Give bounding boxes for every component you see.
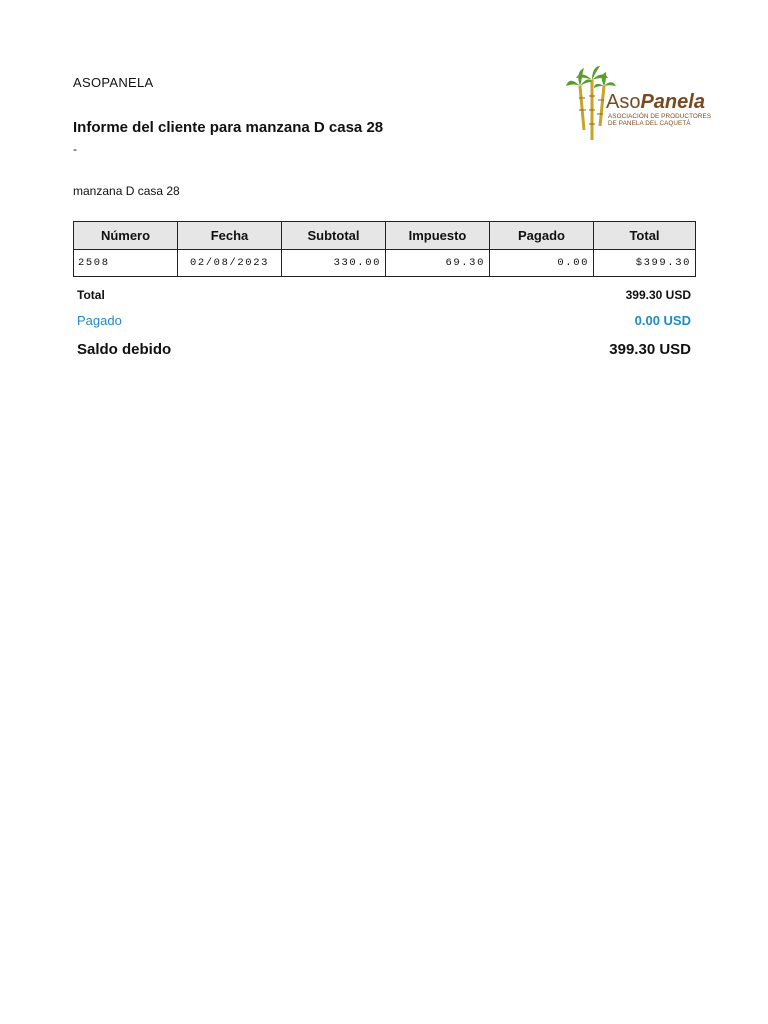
logo-brand	[606, 92, 705, 112]
table-row	[74, 250, 696, 277]
header-total: Total	[594, 222, 696, 250]
paid-label: Pagado	[77, 313, 122, 328]
dash-separator: -	[73, 142, 77, 156]
cell-subtotal: 330.00	[282, 250, 386, 277]
summary-paid	[77, 313, 691, 328]
header-subtotal: Subtotal	[282, 222, 386, 250]
header-pagado: Pagado	[490, 222, 594, 250]
asopanela-logo	[566, 66, 712, 144]
logo-aso: Aso	[606, 91, 641, 113]
invoice-table	[73, 221, 696, 277]
cell-impuesto: 69.30	[386, 250, 490, 277]
cell-pagado: 0.00	[490, 250, 594, 277]
header-numero: Número	[74, 222, 178, 250]
report-title: Informe del cliente para manzana D casa 28	[73, 119, 384, 136]
cell-fecha: 02/08/2023	[178, 250, 282, 277]
header-fecha: Fecha	[178, 222, 282, 250]
summary-balance-due	[77, 341, 691, 358]
table-header-row	[74, 222, 696, 250]
total-value: 399.30 USD	[625, 288, 691, 302]
logo-panela: Panela	[640, 91, 705, 113]
summary-total	[77, 288, 691, 302]
client-name: manzana D casa 28	[73, 184, 180, 198]
paid-value: 0.00 USD	[634, 313, 691, 328]
due-value: 399.30 USD	[609, 341, 691, 358]
cell-total: $399.30	[594, 250, 696, 277]
logo-subtitle	[608, 113, 711, 127]
header-impuesto: Impuesto	[386, 222, 490, 250]
due-label: Saldo debido	[77, 341, 172, 358]
logo-subtitle-line2: DE PANELA DEL CAQUETÁ	[608, 120, 691, 127]
total-label: Total	[77, 288, 105, 302]
cell-numero: 2508	[74, 250, 178, 277]
logo-subtitle-line1: ASOCIACIÓN DE PRODUCTORES	[608, 113, 712, 120]
company-name: ASOPANELA	[73, 75, 154, 90]
